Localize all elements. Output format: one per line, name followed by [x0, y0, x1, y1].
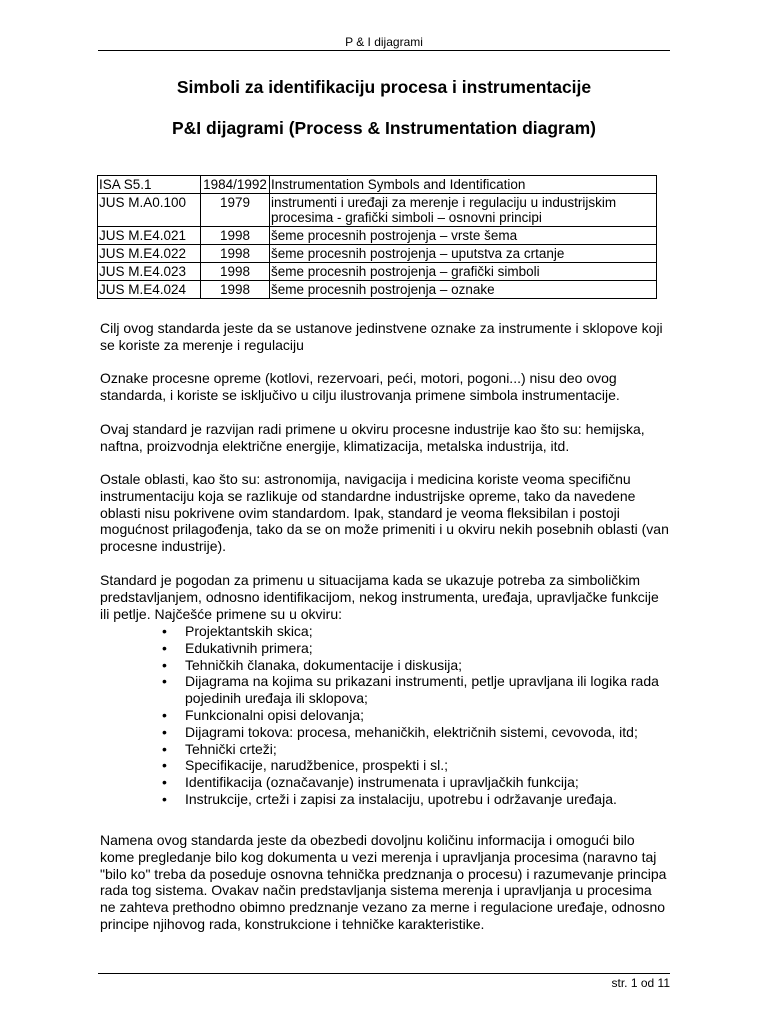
standard-code-cell: JUS M.E4.023 [98, 263, 201, 281]
paragraph-equipment-labels: Oznake procesne opreme (kotlovi, rezervoari, peći, motori, pogoni...) nisu deo ovog standarda, i koriste se isključivo u cilju ilustrovanja primene simbola instrumentacije. [100, 370, 620, 403]
paragraph-goal: Cilj ovog standarda jeste da se ustanove jedinstvene oznake za instrumente i sklopove koji se koriste za merenje i regulaciju [100, 320, 663, 353]
standard-description-cell: šeme procesnih postrojenja – grafički simboli [270, 263, 657, 281]
list-item [100, 707, 670, 724]
footer-divider [98, 973, 670, 974]
standard-year-cell: 1998 [201, 263, 270, 281]
list-item-text: Instrukcije, crteži i zapisi za instalaciju, upotrebu i održavanje uređaja. [185, 790, 617, 807]
list-item [100, 741, 670, 758]
standard-description-cell: šeme procesnih postrojenja – vrste šema [270, 227, 657, 245]
standard-code-cell: JUS M.E4.024 [98, 281, 201, 299]
list-item [100, 673, 670, 707]
list-item [100, 724, 670, 741]
bullet-icon: • [162, 706, 167, 723]
running-header: P & I dijagrami [345, 35, 423, 49]
list-item [100, 757, 670, 774]
paragraph-applications-intro: Standard je pogodan za primenu u situacijama kada se ukazuje potreba za simboličkim predstavljanjem, odnosno identifikacijom, nekog instrumenta, uređaja, upravljačke funkcije ili petlje. Najčešće primene su u okviru: [100, 572, 659, 622]
list-item-text: Specifikacije, narudžbenice, prospekti i sl.; [185, 757, 449, 774]
bullet-icon: • [162, 790, 167, 807]
bullet-icon: • [162, 656, 167, 673]
standard-year-cell: 1984/1992 [201, 176, 270, 194]
list-item-text: Dijagrama na kojima su prikazani instrumenti, petlje upravljana ili logika rada pojedinih uređaja ili sklopova; [185, 673, 659, 707]
list-item-text: Tehničkih članaka, dokumentacije i diskusija; [185, 656, 463, 673]
bullet-icon: • [162, 623, 167, 639]
standard-description-cell: šeme procesnih postrojenja – oznake [270, 281, 657, 299]
standard-code-cell: JUS M.E4.021 [98, 227, 201, 245]
standard-year-cell: 1998 [201, 245, 270, 263]
list-item-text: Tehnički crteži; [185, 740, 277, 757]
bullet-icon: • [162, 757, 167, 774]
standard-code-cell: ISA S5.1 [98, 176, 201, 194]
bullet-icon: • [162, 673, 167, 690]
standard-code-cell: JUS M.E4.022 [98, 245, 201, 263]
table-row [98, 194, 657, 227]
paragraph-purpose: Namena ovog standarda jeste da obezbedi dovoljnu količinu informacija i omogući bilo kome pregledanje bilo kog dokumenta u vezi merenja i upravljanja procesima (naravno taj "bilo ko" treba da poseduje osnovna tehnička predznanja o procesu) i razumevanje principa rada tog sistema. Ovakav način predstavljanja sistema merenja i upravljanja u procesima ne zahteva prethodno obimno predznanje vezano za merne i regulacione uređaje, odnosno principe njihovog rada, konstrukcione i tehničke karakteristike. [100, 832, 667, 932]
list-item [100, 791, 670, 808]
table-row [98, 176, 657, 194]
list-item-text: Dijagrami tokova: procesa, mehaničkih, električnih sistemi, cevovoda, itd; [185, 723, 638, 740]
list-item [100, 657, 670, 674]
standard-code-cell: JUS M.A0.100 [98, 194, 201, 227]
bullet-icon: • [162, 639, 167, 656]
page-number: str. 1 od 11 [611, 976, 670, 990]
table-row [98, 245, 657, 263]
table-row [98, 227, 657, 245]
list-item-text: Identifikacija (označavanje) instrumenata i upravljačkih funkcija; [185, 774, 579, 791]
standard-description-cell: Instrumentation Symbols and Identification [270, 176, 657, 194]
paragraph-process-industry: Ovaj standard je razvijan radi primene u okviru procesne industrije kao što su: hemijska, naftna, proizvodnja električne energije, klimatizacija, metalska industrija, itd. [100, 421, 645, 454]
list-item-text: Edukativnih primera; [185, 639, 313, 656]
page-title: Simboli za identifikaciju procesa i instrumentacije [176, 77, 592, 97]
standards-table [97, 175, 657, 299]
list-item-text: Funkcionalni opisi delovanja; [185, 706, 364, 723]
standard-year-cell: 1998 [201, 281, 270, 299]
paragraph-other-fields: Ostale oblasti, kao što su: astronomija, navigacija i medicina koriste veoma specifičnu instrumentaciju koja se razlikuje od standardne industrijske opreme, tako da navedene oblasti nisu pokrivene ovim standardom. Ipak, standard je veoma fleksibilan i postoji mogućnost prilagođenja, tako da se on može primeniti i u okviru nekih posebnih oblasti (van procesne industrije). [100, 471, 669, 555]
bullet-icon: • [162, 740, 167, 757]
list-item [100, 623, 670, 640]
applications-list [100, 623, 670, 808]
page-subtitle: P&I dijagrami (Process & Instrumentation diagram) [172, 118, 596, 138]
standard-description-cell: instrumenti i uređaji za merenje i regulaciju u industrijskim procesima - grafički simboli – osnovni principi [270, 194, 657, 227]
standard-year-cell: 1998 [201, 227, 270, 245]
table-row [98, 263, 657, 281]
bullet-icon: • [162, 774, 167, 791]
header-divider [98, 50, 670, 51]
list-item [100, 640, 670, 657]
standard-year-cell: 1979 [201, 194, 270, 227]
table-row [98, 281, 657, 299]
standard-description-cell: šeme procesnih postrojenja – uputstva za crtanje [270, 245, 657, 263]
list-item-text: Projektantskih skica; [185, 623, 313, 639]
list-item [100, 774, 670, 791]
bullet-icon: • [162, 723, 167, 740]
